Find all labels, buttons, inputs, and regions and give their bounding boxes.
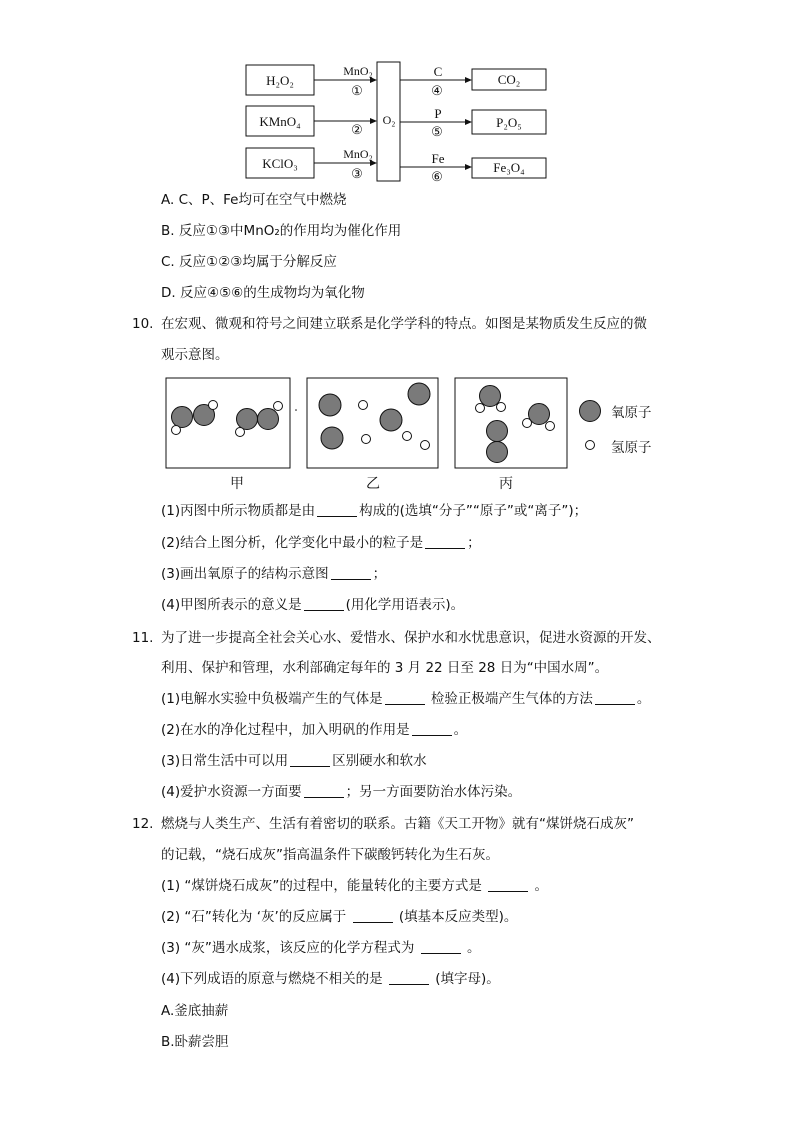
arrow1-num: ① xyxy=(351,83,363,98)
q12-option-a: A.釜底抽薪 xyxy=(161,1003,229,1019)
answer-blank xyxy=(421,939,461,954)
answer-blank xyxy=(389,970,429,985)
q10-sub1: (1)丙图中所示物质都是由 构成的(选填“分子”“原子”或“离子”)； xyxy=(161,503,588,519)
q10-stem-line2: 观示意图。 xyxy=(161,347,229,363)
answer-blank xyxy=(290,752,330,767)
reaction-diagram xyxy=(0,0,794,200)
jia-molecule-1 xyxy=(172,401,218,435)
answer-blank xyxy=(425,534,465,549)
answer-blank xyxy=(353,908,393,923)
arrow3-catalyst: MnO₂ xyxy=(343,147,373,161)
q10-stem-line1: 在宏观、微观和符号之间建立联系是化学学科的特点。如图是某物质发生反应的微 xyxy=(161,316,647,332)
molecule-diagram xyxy=(0,372,794,492)
caption-bing: 丙 xyxy=(499,476,513,492)
q12-sub3: (3) “灰”遇水成浆，该反应的化学方程式为 。 xyxy=(161,940,481,956)
answer-blank xyxy=(595,690,635,705)
q12-sub2: (2) “石”转化为 ‘灰’的反应属于 (填基本反应类型)。 xyxy=(161,909,518,925)
q9-option-c: C. 反应①②③均属于分解反应 xyxy=(161,254,337,270)
q9-option-d: D. 反应④⑤⑥的生成物均为氧化物 xyxy=(161,285,365,301)
q10-sub3: (3)画出氧原子的结构示意图 ； xyxy=(161,566,387,582)
answer-blank xyxy=(304,596,344,611)
legend-oxygen-label: 氧原子 xyxy=(611,405,652,421)
q12-option-b: B.卧薪尝胆 xyxy=(161,1034,229,1050)
q10-sub2: (2)结合上图分析，化学变化中最小的粒子是 ； xyxy=(161,535,481,551)
q11-stem-line2: 利用、保护和管理，水利部确定每年的 3 月 22 日至 28 日为“中国水周”。 xyxy=(161,660,609,676)
answer-blank xyxy=(385,690,425,705)
q11-stem-line1: 为了进一步提高全社会关心水、爱惜水、保护水和水忧患意识，促进水资源的开发、 xyxy=(161,630,661,646)
q11-sub3: (3)日常生活中可以用 区别硬水和软水 xyxy=(161,753,427,769)
q9-option-b: B. 反应①③中MnO₂的作用均为催化作用 xyxy=(161,223,402,239)
arrow1-catalyst: MnO₂ xyxy=(343,64,373,78)
label-fe3o4: Fe₃O₄ xyxy=(493,160,525,175)
q11-sub4: (4)爱护水资源一方面要 ；另一方面要防治水体污染。 xyxy=(161,784,522,800)
q12-sub4: (4)下列成语的原意与燃烧不相关的是 (填字母)。 xyxy=(161,971,500,987)
q9-option-a: A. C、P、Fe均可在空气中燃烧 xyxy=(161,192,347,208)
answer-blank xyxy=(412,721,452,736)
arrow6-reactant: Fe xyxy=(431,151,445,166)
q11-number: 11. xyxy=(132,630,154,646)
label-h2o2: H₂O₂ xyxy=(266,73,294,88)
label-o2: O₂ xyxy=(382,113,396,127)
arrow6-num: ⑥ xyxy=(431,169,443,184)
legend-oxygen-symbol xyxy=(580,401,601,422)
arrow2-num: ② xyxy=(351,122,363,137)
bing-molecule-2 xyxy=(487,421,508,463)
arrow3-num: ③ xyxy=(351,166,363,181)
answer-blank xyxy=(331,565,371,580)
label-p2o5: P₂O₅ xyxy=(496,115,522,130)
label-co2: CO₂ xyxy=(497,72,521,87)
q10-number: 10. xyxy=(132,316,154,332)
q11-sub1: (1)电解水实验中负极端产生的气体是 检验正极端产生气体的方法 。 xyxy=(161,691,651,707)
q12-stem-line1: 燃烧与人类生产、生活有着密切的联系。古籍《天工开物》就有“煤饼烧石成灰” xyxy=(161,816,634,832)
label-kclo3: KClO₃ xyxy=(262,156,298,171)
label-kmno4: KMnO₄ xyxy=(259,114,301,129)
bing-molecule-3 xyxy=(523,404,555,431)
q10-sub4: (4)甲图所表示的意义是 (用化学用语表示)。 xyxy=(161,597,465,613)
answer-blank xyxy=(304,783,344,798)
legend-hydrogen-label: 氢原子 xyxy=(611,440,652,456)
bing-molecule-1 xyxy=(476,386,506,413)
q12-stem-line2: 的记载，“烧石成灰”指高温条件下碳酸钙转化为生石灰。 xyxy=(161,847,499,863)
jia-molecule-2 xyxy=(236,402,283,437)
arrow5-reactant: P xyxy=(434,106,442,121)
legend-hydrogen-symbol xyxy=(586,441,595,450)
answer-blank xyxy=(317,502,357,517)
answer-blank xyxy=(488,877,528,892)
arrow5-num: ⑤ xyxy=(431,124,443,139)
caption-jia: 甲 xyxy=(230,476,244,492)
arrow4-reactant: C xyxy=(433,64,443,79)
caption-yi: 乙 xyxy=(366,476,380,492)
arrow4-num: ④ xyxy=(431,83,443,98)
q12-number: 12. xyxy=(132,816,154,832)
q11-sub2: (2)在水的净化过程中，加入明矾的作用是 。 xyxy=(161,722,468,738)
q12-sub1: (1) “煤饼烧石成灰”的过程中，能量转化的主要方式是 。 xyxy=(161,878,548,894)
